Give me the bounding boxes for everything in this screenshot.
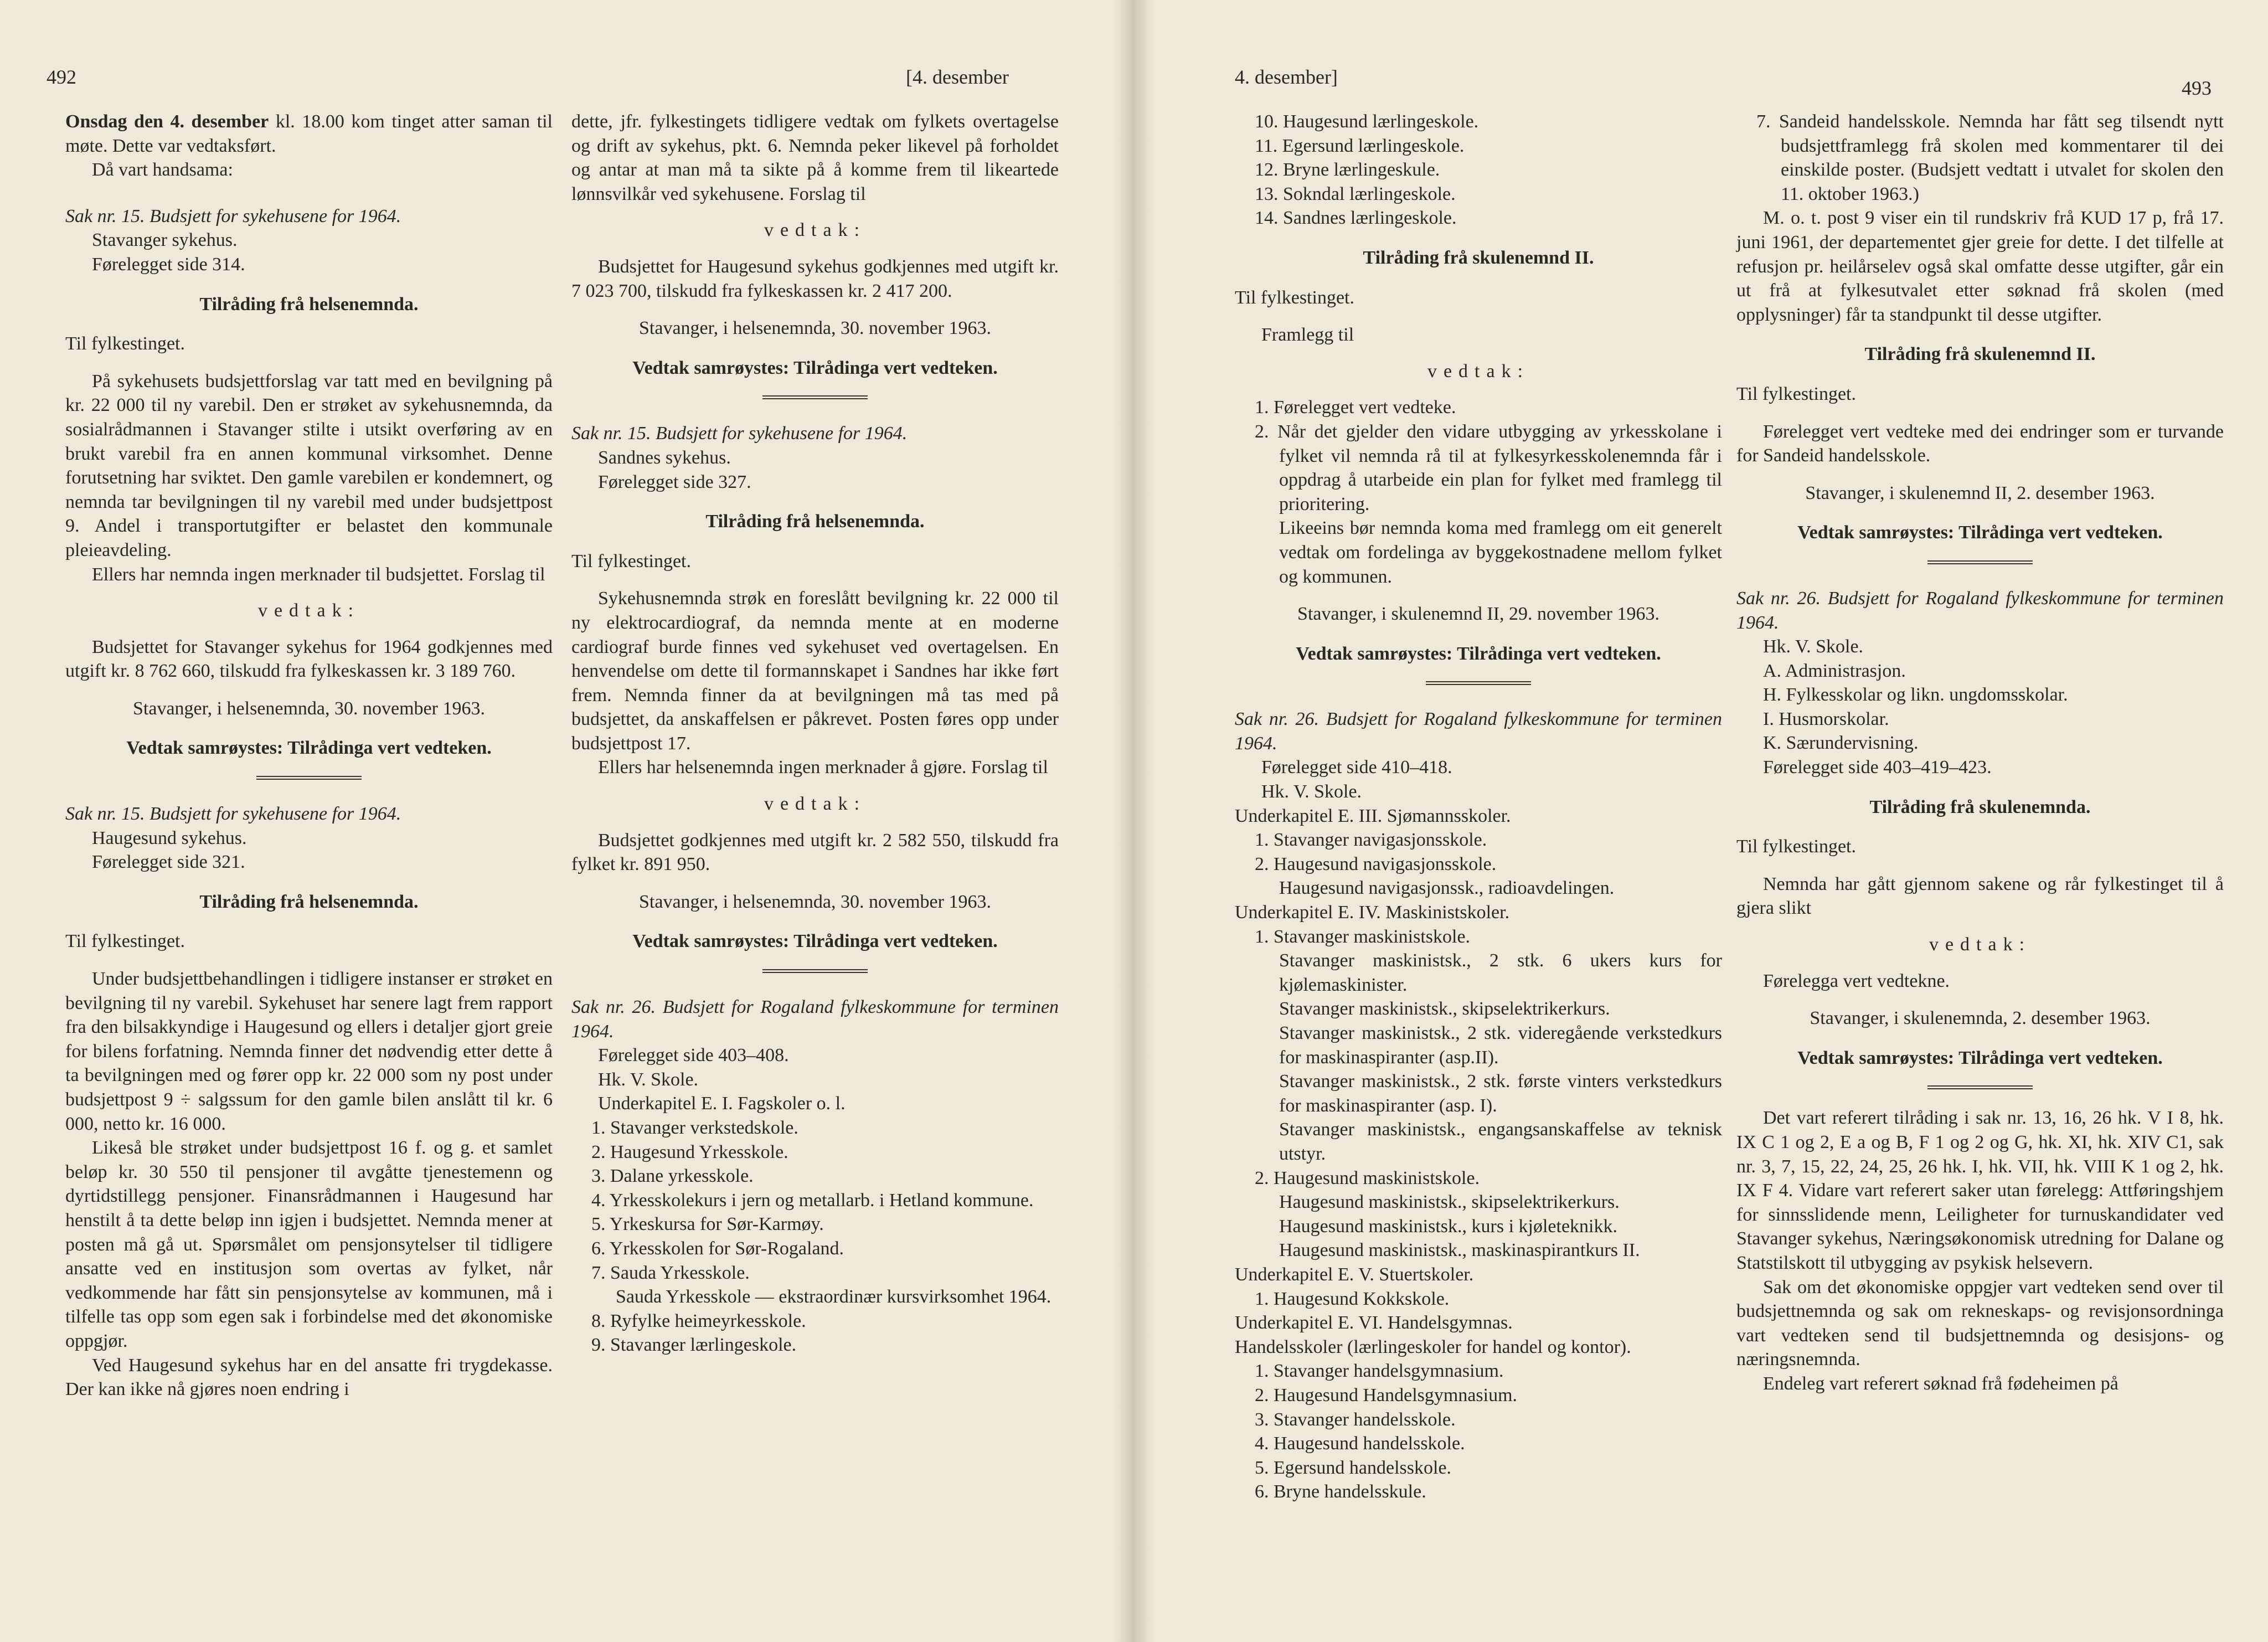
paragraph: Hk. V. Skole. — [598, 1069, 699, 1090]
decision-label: vedtak: — [257, 600, 360, 621]
list-item: 6. Yrkesskolen for Sør-Rogaland. — [591, 1238, 844, 1259]
list-item: 1. Stavanger handelsgymnasium. — [1255, 1361, 1504, 1382]
book-gutter — [1114, 0, 1154, 1642]
signature-line: Stavanger, i skulenemnd II, 29. november 1963. — [1297, 604, 1659, 625]
signature-line: Stavanger, i helsenemnda, 30. november 1963. — [133, 698, 485, 719]
left-page-column-2 — [571, 110, 1059, 1357]
list-item: 6. Bryne handelsskule. — [1255, 1481, 1426, 1502]
section-heading: Tilråding frå skulenemnd II. — [1363, 247, 1594, 268]
paragraph: Handelsskoler (lærlingeskoler for handel og kontor). — [1235, 1336, 1631, 1357]
paragraph: Budsjettet for Stavanger sykehus for 1964 godkjennes med utgift kr. 8 762 660, tilskudd fra fylkeskassen kr. 3 189 760. — [65, 636, 553, 682]
paragraph: Underkapitel E. IV. Maskinistskoler. — [1235, 902, 1510, 923]
paragraph: På sykehusets budsjettforslag var tatt med en bevilgning på kr. 22 000 til ny varebil. Den er strøket av sykehusnemnda, da sosialrådmannen i Stavanger stilte i utsikt overføring av en brukt varebil fra en annen kommunal virksomhet. Denne forutsetning har sviktet. Den gamle varebilen er kondemnert, og nemnda tar bevilgningen til ny varebil med under budsjettpost 9. Andel i transportutgifter er belastet den kommunale pleieavdeling. — [65, 370, 553, 560]
paragraph: Førelegget side 403–419–423. — [1763, 757, 1992, 778]
case-heading: Sak nr. 15. Budsjett for sykehusene for 1964. — [65, 804, 401, 825]
list-item: 2. Når det gjelder den vidare utbygging av yrkesskolane i fylket vil nemnda rå til at fylkesyrkesskolenemnda får i oppdrag å utarbeide ein plan for fylket med framlegg til prioritering. — [1255, 421, 1722, 514]
list-item: 1. Haugesund Kokkskole. — [1255, 1288, 1450, 1309]
decision-label: vedtak: — [1427, 361, 1530, 382]
paragraph: Framlegg til — [1261, 325, 1354, 346]
list-item-continuation: Stavanger maskinistsk., 2 stk. 6 ukers kurs for kjølemaskinister. — [1279, 950, 1722, 995]
paragraph: Ved Haugesund sykehus har en del ansatte fri trygdekasse. Der kan ikke nå gjøres noen endring i — [65, 1355, 553, 1400]
section-heading: Vedtak samrøystes: Tilrådinga vert vedteken. — [1296, 643, 1661, 664]
section-divider — [1426, 681, 1531, 685]
signature-line: Stavanger, i skulenemnda, 2. desember 1963. — [1810, 1008, 2151, 1029]
list-item-continuation: Stavanger maskinistsk., engangsanskaffelse av teknisk utstyr. — [1279, 1119, 1722, 1164]
paragraph: Til fylkestinget. — [65, 931, 185, 952]
list-item-continuation: Haugesund navigasjonssk., radioavdelingen. — [1279, 878, 1615, 899]
list-item: 5. Yrkeskursa for Sør-Karmøy. — [591, 1214, 824, 1235]
case-heading: Sak nr. 26. Budsjett for Rogaland fylkeskommune for terminen 1964. — [1235, 709, 1722, 754]
paragraph: Sak om det økonomiske oppgjer vart vedteken send over til budsjettnemnda og sak om rekneskaps- og revisjonsordninga vart vedteken send til budsjettnemnda og desisjons- og næringsnemnda. — [1736, 1276, 2224, 1370]
list-item: 8. Ryfylke heimeyrkesskole. — [591, 1310, 806, 1331]
paragraph: Til fylkestinget. — [571, 550, 691, 572]
section-heading: Tilråding frå skulenemnda. — [1869, 796, 2091, 817]
paragraph: Stavanger sykehus. — [92, 230, 238, 251]
paragraph: Til fylkestinget. — [1736, 383, 1856, 404]
paragraph: H. Fylkesskolar og likn. ungdomsskolar. — [1763, 684, 2068, 706]
paragraph: I. Husmorskolar. — [1763, 708, 1889, 729]
list-item-continuation: Likeeins bør nemnda koma med framlegg om eit generelt vedtak om fordelinga av byggekostnadene mellom fylket og kommunen. — [1279, 518, 1722, 587]
paragraph: K. Særundervisning. — [1763, 733, 1919, 754]
list-item: 12. Bryne lærlingeskule. — [1255, 159, 1440, 181]
list-item: 11. Egersund lærlingeskole. — [1255, 135, 1465, 156]
section-heading: Vedtak samrøystes: Tilrådinga vert vedteken. — [632, 931, 998, 952]
paragraph: Då vart handsama: — [92, 159, 233, 181]
paragraph: Underkapitel E. III. Sjømannsskoler. — [1235, 805, 1511, 826]
case-heading: Sak nr. 26. Budsjett for Rogaland fylkeskommune for terminen 1964. — [1736, 588, 2224, 633]
list-item: 1. Stavanger maskinistskole. — [1255, 926, 1471, 947]
list-item: 1. Stavanger verkstedskole. — [591, 1118, 798, 1138]
list-item-continuation: Haugesund maskinistsk., maskinaspirantkurs II. — [1279, 1240, 1640, 1261]
section-heading: Vedtak samrøystes: Tilrådinga vert vedteken. — [126, 738, 492, 759]
paragraph: Onsdag den 4. desember kl. 18.00 kom tinget atter saman til møte. Dette var vedtaksført. — [65, 111, 553, 156]
signature-line: Stavanger, i helsenemnda, 30. november 1963. — [639, 891, 991, 912]
list-item-continuation: Stavanger maskinistsk., 2 stk. første vinters verkstedkurs for maskinaspiranter (asp. I). — [1279, 1071, 1722, 1116]
page-number-right: 493 — [2182, 77, 2212, 99]
paragraph: Budsjettet godkjennes med utgift kr. 2 582 550, tilskudd fra fylket kr. 891 950. — [571, 830, 1059, 875]
section-heading: Tilråding frå helsenemnda. — [199, 294, 419, 315]
paragraph: Til fylkestinget. — [65, 333, 185, 354]
list-item-continuation: Stavanger maskinistsk., 2 stk. videregående verkstedkurs for maskinaspiranter (asp.II). — [1279, 1023, 1722, 1068]
section-divider — [256, 776, 362, 780]
list-item: 1. Stavanger navigasjonsskole. — [1255, 830, 1487, 851]
section-heading: Tilråding frå skulenemnd II. — [1864, 344, 2096, 365]
list-item: 10. Haugesund lærlingeskole. — [1255, 111, 1479, 132]
case-heading: Sak nr. 26. Budsjett for Rogaland fylkeskommune for terminen 1964. — [571, 997, 1059, 1042]
decision-label: vedtak: — [764, 220, 867, 241]
paragraph: Førelegga vert vedtekne. — [1763, 970, 1950, 991]
paragraph: Underkapitel E. V. Stuertskoler. — [1235, 1264, 1474, 1285]
section-divider — [1927, 1085, 2033, 1089]
list-item: 13. Sokndal lærlingeskole. — [1255, 183, 1456, 204]
list-item: 1. Førelegget vert vedteke. — [1255, 397, 1456, 418]
paragraph: Ellers har helsenemnda ingen merknader å gjøre. Forslag til — [598, 757, 1048, 778]
case-heading: Sak nr. 15. Budsjett for sykehusene for 1964. — [571, 423, 908, 444]
right-page-column-2 — [1736, 110, 2224, 1396]
list-item: 7. Sandeid handelsskole. Nemnda har fått seg tilsendt nytt budsjettframlegg frå skolen med kommentarer til dei einskilde poster. (Budsjett vedtatt i utvalet for skolen den 11. oktober 1963.) — [1756, 111, 2224, 204]
paragraph: M. o. t. post 9 viser ein til rundskriv frå KUD 17 p, frå 17. juni 1961, der departementet gjer greie for dette. I det tilfelle at refusjon pr. heilårselev også skal omfatte desse utgifter, går ein ut frå at fylkesutvalet etter søknad frå skolen (med opplysninger) får ta standpunkt til desse utgifter. — [1736, 208, 2224, 325]
running-head-right: 4. desember] — [1235, 66, 1338, 88]
list-item: 2. Haugesund Yrkesskole. — [591, 1141, 788, 1162]
paragraph: Førelegget side 314. — [92, 254, 245, 275]
list-item: 4. Yrkesskolekurs i jern og metallarb. i Hetland kommune. — [591, 1190, 1034, 1211]
paragraph: Det vart referert tilråding i sak nr. 13, 16, 26 hk. V I 8, hk. IX C 1 og 2, E a og B, F 1 og 2 og G, hk. XI, hk. XIV C1, sak nr. 3, 7, 15, 22, 24, 25, 26 hk. I, hk. VII, hk. VIII K 1 og 2, hk. IX F 4. Vidare vart referert saker utan førelegg: Attføringshjem for sinnsslidende menn, Leiligheter for turnuskandidater ved Stavanger sykehus, Næringsøkonomisk utredning for Dalane og Statstilskott til utbygging av psykisk helsevern. — [1736, 1108, 2224, 1273]
section-heading: Tilråding frå helsenemnda. — [705, 511, 925, 532]
list-item: 7. Sauda Yrkesskole. — [591, 1262, 750, 1283]
list-item: 14. Sandnes lærlingeskole. — [1255, 208, 1457, 229]
list-item: 2. Haugesund maskinistskole. — [1255, 1167, 1480, 1188]
right-page-column-1 — [1235, 110, 1722, 1504]
section-heading: Vedtak samrøystes: Tilrådinga vert vedteken. — [1797, 1047, 2163, 1068]
paragraph: Haugesund sykehus. — [92, 827, 247, 848]
section-heading: Vedtak samrøystes: Tilrådinga vert vedteken. — [632, 357, 998, 378]
section-heading: Vedtak samrøystes: Tilrådinga vert vedteken. — [1797, 522, 2163, 543]
paragraph: Under budsjettbehandlingen i tidligere instanser er strøket en bevilgning til ny varebil. Sykehuset har senere lagt frem rapport fra den bilsakkyndige i Haugesund og ellers i detaljer gjort greie for bilens forfatning. Nemnda finner det nødvendig etter dette å ta bevilgningen med og fører opp kr. 22 000 som ny post under budsjettpost 9 ÷ salgssum for den gamle bilen anslått til kr. 6 000, netto kr. 16 000. — [65, 969, 553, 1134]
page-number-left: 492 — [47, 66, 76, 88]
list-item-continuation: Haugesund maskinistsk., kurs i kjøleteknikk. — [1279, 1216, 1618, 1237]
right-page — [1134, 0, 2268, 1642]
paragraph: dette, jfr. fylkestingets tidligere vedtak om fylkets overtagelse og drift av sykehus, pkt. 6. Nemnda peker likevel på forholdet og antar at man må ta sikte på å komme frem til likeartede lønnsvilkår ved sykehusene. Forslag til — [571, 111, 1059, 204]
paragraph: Endeleg vart referert søknad frå fødeheimen på — [1763, 1373, 2118, 1394]
case-heading: Sak nr. 15. Budsjett for sykehusene for 1964. — [65, 205, 401, 227]
signature-line: Stavanger, i helsenemnda, 30. november 1963. — [639, 318, 991, 339]
paragraph: Førelegget side 410–418. — [1261, 757, 1452, 778]
list-item: 3. Stavanger handelsskole. — [1255, 1409, 1456, 1430]
paragraph: Likeså ble strøket under budsjettpost 16 f. og g. et samlet beløp kr. 30 550 til pensjoner til avgåtte tjenestemenn og dyrtidstillegg pensjoner. Finansrådmannen i Haugesund har henstilt å ta dette beløp inn igjen i budsjettet. Nemnda mener at posten må gå ut. Spørsmålet om pensjonsytelser til tidligere ansatte ved en institusjon som overtas av fylket, når vedkommende har fått sin pensjonsytelse av kommunen, må i tilfelle tas opp som egen sak i forbindelse med det økonomiske oppgjør. — [65, 1137, 553, 1351]
paragraph: Underkapitel E. VI. Handelsgymnas. — [1235, 1312, 1513, 1334]
paragraph: Hk. V. Skole. — [1763, 636, 1864, 657]
list-item: 4. Haugesund handelsskole. — [1255, 1433, 1465, 1454]
paragraph: Førelegget side 327. — [598, 471, 751, 492]
paragraph: Hk. V. Skole. — [1261, 781, 1362, 802]
paragraph: Førelegget side 321. — [92, 852, 245, 873]
decision-label: vedtak: — [764, 794, 867, 815]
paragraph: Til fylkestinget. — [1235, 287, 1354, 308]
section-divider — [762, 395, 868, 399]
list-item-continuation: Sauda Yrkesskole — ekstraordinær kursvirksomhet 1964. — [616, 1286, 1051, 1308]
list-item: 9. Stavanger lærlingeskole. — [591, 1335, 797, 1356]
paragraph: Sykehusnemnda strøk en foreslått bevilgning kr. 22 000 til ny elektrocardiograf, da nemnda mente at en moderne cardiograf burde finnes ved sykehuset ved overtagelsen. En henvendelse om dette til formannskapet i Sandnes har ikke ført frem. Nemnda finner da at bevilgningen må tas med på budsjettet, da anskaffelsen er påkrevet. Posten føres opp under budsjettpost 17. — [571, 588, 1059, 754]
date-lead-in: Onsdag den 4. desember — [65, 111, 269, 132]
list-item: 2. Haugesund navigasjonsskole. — [1255, 853, 1497, 874]
decision-label: vedtak: — [1929, 934, 2032, 955]
paragraph: Til fylkestinget. — [1736, 836, 1856, 857]
list-item: 3. Dalane yrkesskole. — [591, 1166, 754, 1187]
paragraph: Førelegget vert vedteke med dei endringer som er turvande for Sandeid handelsskole. — [1736, 421, 2224, 466]
left-page-column-1 — [65, 110, 553, 1402]
paragraph: Budsjettet for Haugesund sykehus godkjennes med utgift kr. 7 023 700, tilskudd fra fylkeskassen kr. 2 417 200. — [571, 256, 1059, 301]
list-item: 5. Egersund handelsskole. — [1255, 1457, 1452, 1478]
signature-line: Stavanger, i skulenemnd II, 2. desember 1963. — [1805, 482, 2155, 503]
paragraph: Nemnda har gått gjennom sakene og rår fylkestinget til å gjera slikt — [1736, 873, 2224, 919]
paragraph: Sandnes sykehus. — [598, 447, 731, 468]
section-divider — [1927, 560, 2033, 564]
paragraph: A. Administrasjon. — [1763, 660, 1906, 681]
section-heading: Tilråding frå helsenemnda. — [199, 891, 419, 912]
section-divider — [762, 969, 868, 973]
paragraph: Underkapitel E. I. Fagskoler o. l. — [598, 1093, 846, 1114]
paragraph: Førelegget side 403–408. — [598, 1045, 789, 1066]
list-item: 2. Haugesund Handelsgymnasium. — [1255, 1384, 1518, 1406]
paragraph: Ellers har nemnda ingen merknader til budsjettet. Forslag til — [92, 564, 545, 585]
list-item-continuation: Haugesund maskinistsk., skipselektrikerkurs. — [1279, 1192, 1620, 1213]
running-head-left: [4. desember — [906, 66, 1009, 88]
list-item-continuation: Stavanger maskinistsk., skipselektrikerkurs. — [1279, 998, 1610, 1020]
